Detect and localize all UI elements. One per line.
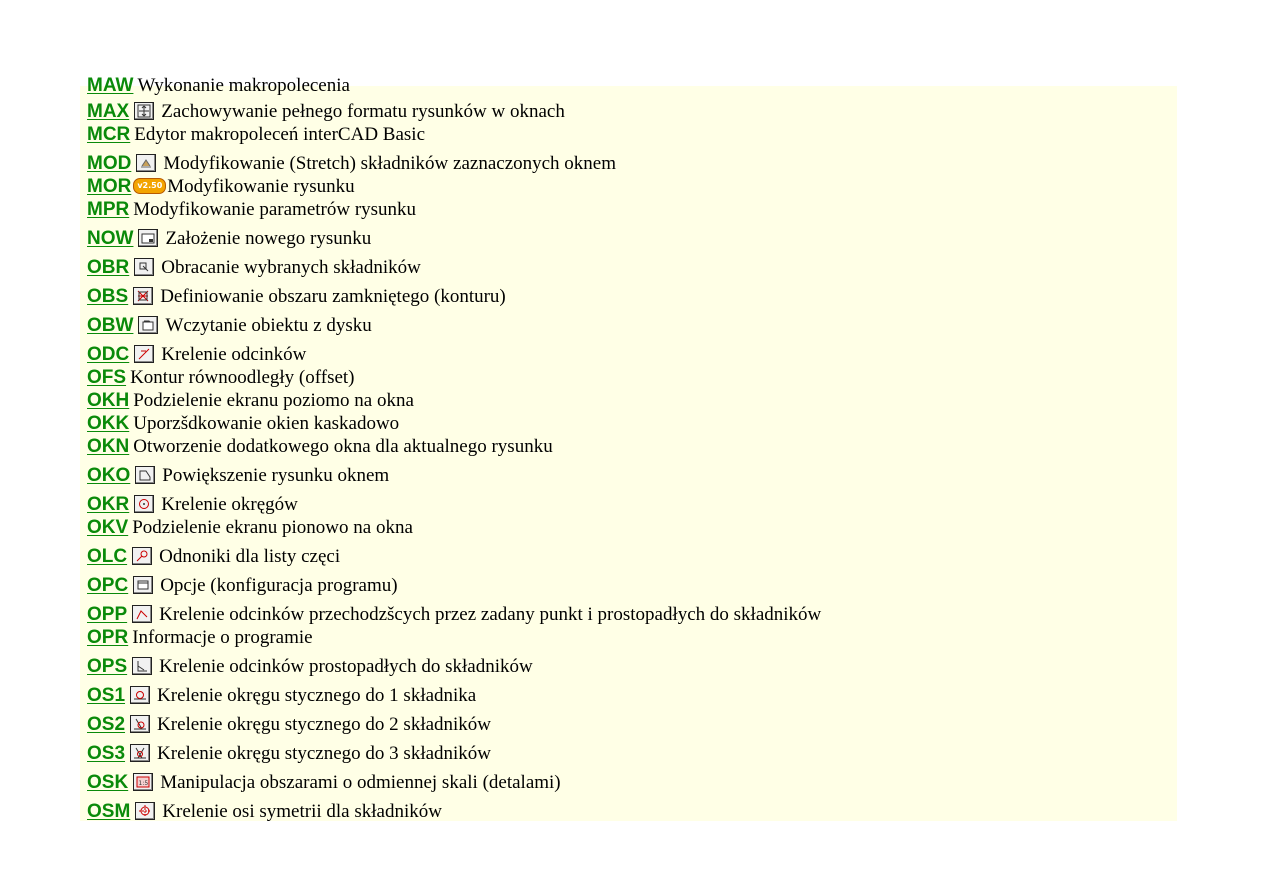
command-description: Krelenie odcinków przechodzšcych przez zadany punkt i prostopadłych do składników — [159, 604, 822, 625]
command-row-obs — [87, 278, 1167, 307]
command-description: Krelenie osi symetrii dla składników — [162, 801, 442, 822]
command-row-os3 — [87, 735, 1167, 764]
command-row-okr — [87, 486, 1167, 515]
tangent-circle-2-icon — [130, 715, 150, 733]
command-description: Uporzšdkowanie okien kaskadowo — [133, 413, 400, 434]
command-link-now[interactable]: NOW — [87, 228, 134, 249]
command-row-os1 — [87, 677, 1167, 706]
command-link-os3[interactable]: OS3 — [87, 743, 126, 764]
command-row-opc — [87, 567, 1167, 596]
command-description: Zachowywanie pełnego formatu rysunków w oknach — [161, 101, 565, 122]
circle-icon — [134, 495, 154, 513]
version-badge: v2.50 — [133, 178, 166, 194]
tangent-circle-3-icon — [130, 744, 150, 762]
command-link-max[interactable]: MAX — [87, 101, 130, 122]
command-link-okn[interactable]: OKN — [87, 436, 130, 457]
command-row-opp — [87, 596, 1167, 625]
command-row-mod — [87, 145, 1167, 174]
command-link-osm[interactable]: OSM — [87, 801, 131, 822]
command-list — [87, 74, 1167, 822]
command-description: Modyfikowanie parametrów rysunku — [133, 199, 417, 220]
leader-icon — [132, 547, 152, 565]
command-link-os2[interactable]: OS2 — [87, 714, 126, 735]
command-row-odc — [87, 336, 1167, 365]
command-description: Otworzenie dodatkowego okna dla aktualnego rysunku — [133, 436, 553, 457]
command-link-odc[interactable]: ODC — [87, 344, 130, 365]
new-drawing-icon — [138, 229, 158, 247]
svg-text:1:5: 1:5 — [138, 780, 149, 787]
command-row-os2 — [87, 706, 1167, 735]
command-link-opr[interactable]: OPR — [87, 627, 129, 648]
command-description: Podzielenie ekranu poziomo na okna — [133, 390, 414, 411]
command-description: Powiększenie rysunku oknem — [162, 465, 390, 486]
command-description: Odnoniki dla listy częci — [159, 546, 341, 567]
command-link-opc[interactable]: OPC — [87, 575, 129, 596]
command-row-now — [87, 220, 1167, 249]
command-link-okr[interactable]: OKR — [87, 494, 130, 515]
command-description: Krelenie okręgu stycznego do 3 składników — [157, 743, 492, 764]
command-description: Informacje o programie — [132, 627, 313, 648]
command-row-okn — [87, 434, 1167, 457]
line-segment-icon — [134, 345, 154, 363]
command-row-ops — [87, 648, 1167, 677]
command-description: Definiowanie obszaru zamkniętego (konturu) — [160, 286, 506, 307]
command-row-opr — [87, 625, 1167, 648]
command-link-os1[interactable]: OS1 — [87, 685, 126, 706]
command-row-max — [87, 96, 1167, 122]
command-description: Krelenie okręgu stycznego do 2 składników — [157, 714, 492, 735]
maximize-icon — [134, 102, 154, 120]
command-link-obs[interactable]: OBS — [87, 286, 129, 307]
command-row-osm — [87, 793, 1167, 822]
scale-detail-icon — [133, 773, 153, 791]
command-row-ofs — [87, 365, 1167, 388]
command-list-panel — [80, 75, 1177, 822]
command-link-olc[interactable]: OLC — [87, 546, 128, 567]
command-link-maw[interactable]: MAW — [87, 75, 134, 96]
command-link-osk[interactable]: OSK — [87, 772, 129, 793]
command-description: Opcje (konfiguracja programu) — [160, 575, 398, 596]
command-row-maw — [87, 74, 1167, 96]
command-link-okv[interactable]: OKV — [87, 517, 129, 538]
command-description: Wykonanie makropolecenia — [137, 75, 350, 96]
stretch-icon — [136, 154, 156, 172]
command-description: Obracanie wybranych składników — [161, 257, 421, 278]
command-description: Edytor makropoleceń interCAD Basic — [134, 124, 426, 145]
command-link-mod[interactable]: MOD — [87, 153, 132, 174]
command-description: Krelenie okręgu stycznego do 1 składnika — [157, 685, 477, 706]
command-row-mpr — [87, 197, 1167, 220]
command-description: Modyfikowanie rysunku — [167, 176, 355, 197]
perpendicular-through-point-icon — [132, 605, 152, 623]
command-description: Modyfikowanie (Stretch) składników zaznaczonych oknem — [163, 153, 617, 174]
command-link-mcr[interactable]: MCR — [87, 124, 131, 145]
command-description: Kontur równoodległy (offset) — [130, 367, 355, 388]
command-row-obr — [87, 249, 1167, 278]
perpendicular-icon — [132, 657, 152, 675]
command-row-oko — [87, 457, 1167, 486]
command-row-okh — [87, 388, 1167, 411]
command-description: Podzielenie ekranu pionowo na okna — [132, 517, 413, 538]
command-row-mor — [87, 174, 1167, 197]
command-link-ofs[interactable]: OFS — [87, 367, 127, 388]
command-description: Krelenie okręgów — [161, 494, 298, 515]
command-link-ops[interactable]: OPS — [87, 656, 128, 677]
command-link-obr[interactable]: OBR — [87, 257, 130, 278]
command-description: Założenie nowego rysunku — [165, 228, 372, 249]
command-row-okv — [87, 515, 1167, 538]
command-link-opp[interactable]: OPP — [87, 604, 128, 625]
symmetry-axis-icon — [135, 802, 155, 820]
tangent-circle-1-icon — [130, 686, 150, 704]
command-link-okh[interactable]: OKH — [87, 390, 130, 411]
contour-icon — [133, 287, 153, 305]
zoom-window-icon — [135, 466, 155, 484]
load-object-icon — [138, 316, 158, 334]
command-row-olc — [87, 538, 1167, 567]
command-description: Krelenie odcinków — [161, 344, 307, 365]
command-row-okk — [87, 411, 1167, 434]
options-icon — [133, 576, 153, 594]
command-link-oko[interactable]: OKO — [87, 465, 131, 486]
command-description: Wczytanie obiektu z dysku — [165, 315, 372, 336]
command-row-mcr — [87, 122, 1167, 145]
rotate-icon — [134, 258, 154, 276]
command-link-obw[interactable]: OBW — [87, 315, 134, 336]
command-description: Manipulacja obszarami o odmiennej skali (detalami) — [160, 772, 561, 793]
command-link-mor[interactable]: MOR — [87, 176, 132, 197]
command-row-osk — [87, 764, 1167, 793]
command-description: Krelenie odcinków prostopadłych do składników — [159, 656, 533, 677]
command-link-mpr[interactable]: MPR — [87, 199, 130, 220]
command-row-obw — [87, 307, 1167, 336]
command-link-okk[interactable]: OKK — [87, 413, 130, 434]
